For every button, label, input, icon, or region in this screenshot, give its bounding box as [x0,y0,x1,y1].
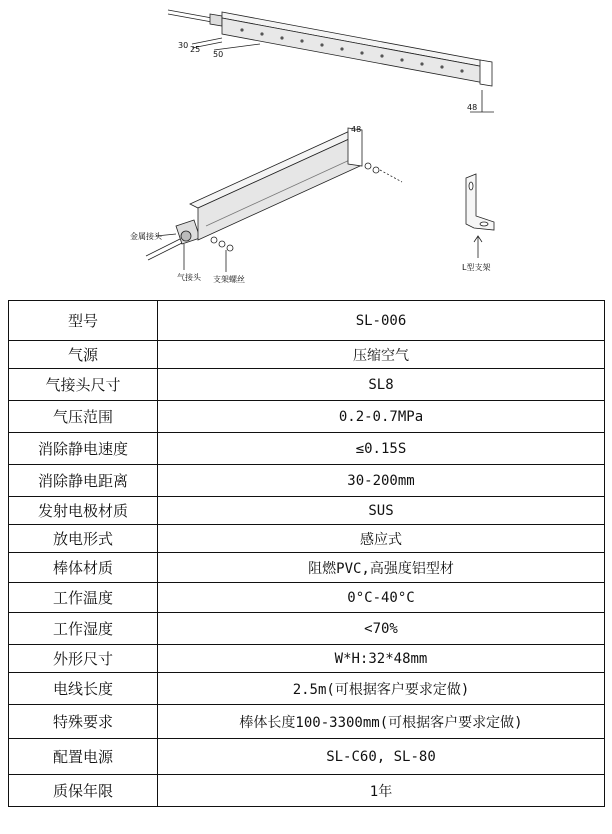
spec-table [8,300,605,807]
spec-value: 感应式 [158,525,605,553]
spec-label: 配置电源 [9,739,158,775]
table-row [9,341,605,369]
table-row [9,583,605,613]
spec-label: 电线长度 [9,673,158,705]
spec-label: 消除静电速度 [9,433,158,465]
spec-label: 放电形式 [9,525,158,553]
spec-label: 外形尺寸 [9,645,158,673]
label-bracket-nut: 支架螺丝 [213,275,245,284]
dim-30: 30 [178,41,189,50]
spec-label: 工作湿度 [9,613,158,645]
table-row [9,465,605,497]
spec-label: 气压范围 [9,401,158,433]
spec-value: 0°C-40°C [158,583,605,613]
spec-value: 棒体长度100-3300mm(可根据客户要求定做) [158,705,605,739]
spec-value: 0.2-0.7MPa [158,401,605,433]
spec-label: 棒体材质 [9,553,158,583]
spec-value: W*H:32*48mm [158,645,605,673]
table-row [9,739,605,775]
spec-value: 阻燃PVC,高强度铝型材 [158,553,605,583]
table-row [9,301,605,341]
spec-value: SL-C60, SL-80 [158,739,605,775]
table-row [9,553,605,583]
spec-value: 2.5m(可根据客户要求定做) [158,673,605,705]
table-row [9,497,605,525]
table-row [9,613,605,645]
table-row [9,645,605,673]
product-drawings [0,0,612,300]
label-air-fitting: 气接头 [177,273,201,282]
table-row [9,433,605,465]
top-bar-drawing [168,10,494,112]
dim-48-top: 48 [467,103,478,112]
spec-value: SL8 [158,369,605,401]
spec-label: 消除静电距离 [9,465,158,497]
spec-value: <70% [158,613,605,645]
spec-label: 气源 [9,341,158,369]
spec-value: ≤0.15S [158,433,605,465]
spec-value: 1年 [158,775,605,807]
label-l-bracket: L型支架 [462,263,491,272]
spec-label: 型号 [9,301,158,341]
spec-value: SL-006 [158,301,605,341]
label-metal-connector: 金属接头 [130,232,162,241]
dim-48-mid: 48 [351,125,362,134]
table-row [9,401,605,433]
table-row [9,705,605,739]
spec-label: 特殊要求 [9,705,158,739]
dim-25: 25 [190,45,201,54]
table-row [9,673,605,705]
exploded-bar-drawing [146,128,402,272]
spec-value: 30-200mm [158,465,605,497]
dim-50: 50 [213,50,224,59]
spec-label: 气接头尺寸 [9,369,158,401]
spec-label: 发射电极材质 [9,497,158,525]
table-row [9,525,605,553]
l-bracket-drawing [466,174,494,258]
table-row [9,369,605,401]
spec-label: 质保年限 [9,775,158,807]
spec-label: 工作温度 [9,583,158,613]
spec-value: 压缩空气 [158,341,605,369]
spec-value: SUS [158,497,605,525]
table-row [9,775,605,807]
